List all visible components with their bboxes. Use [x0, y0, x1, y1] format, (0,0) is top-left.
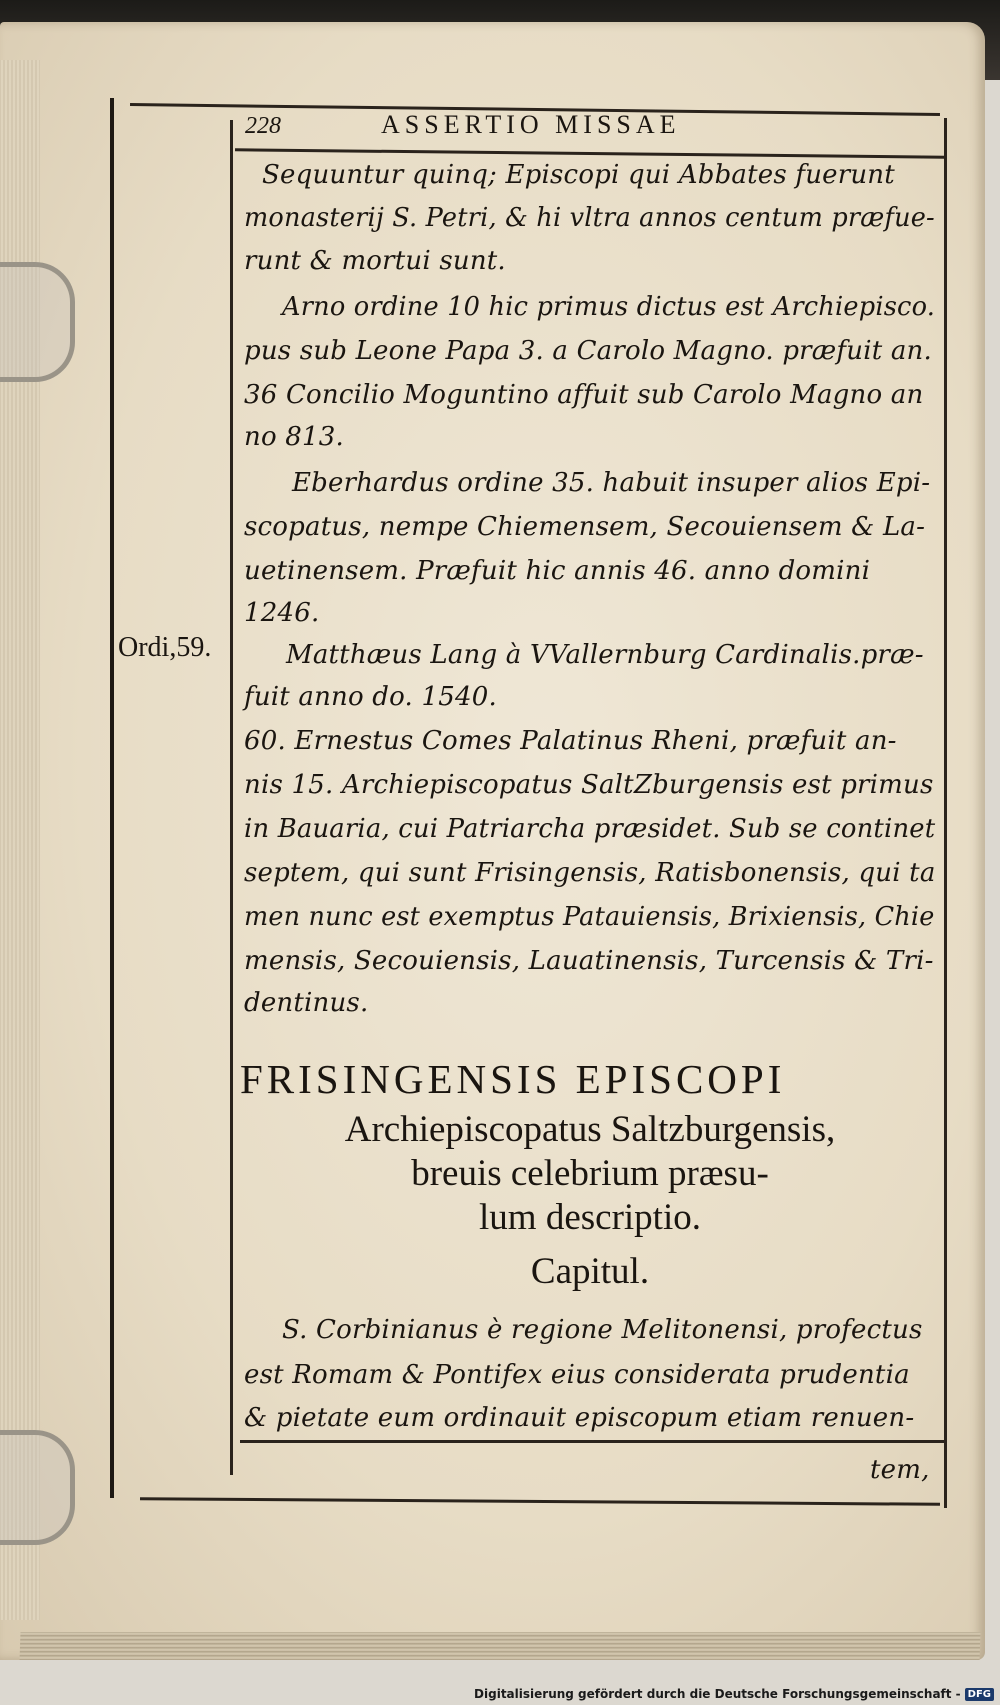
text-line: mensis, Secouiensis, Lauatinensis, Turcensis & Tri-	[244, 946, 934, 976]
credit-text: Digitalisierung gefördert durch die Deutsche Forschungsgemeinschaft -	[474, 1687, 961, 1701]
book-clasp-top	[0, 262, 75, 382]
frame-line-bottom-inner	[240, 1440, 945, 1443]
book-clasp-bottom	[0, 1430, 75, 1545]
text-line: & pietate eum ordinauit episcopum etiam renuen-	[244, 1403, 915, 1433]
frame-line-inner	[230, 120, 233, 1475]
text-line: scopatus, nempe Chiemensem, Secouiensem & La-	[244, 512, 926, 542]
text-line: septem, qui sunt Frisingensis, Ratisbonensis, qui ta	[244, 858, 936, 888]
section-subheading: breuis celebrium præsu-	[411, 1153, 769, 1194]
text-line: uetinensem. Præfuit hic annis 46. anno domini	[244, 556, 871, 586]
dfg-logo: DFG	[965, 1688, 994, 1701]
text-line: Arno ordine 10 hic primus dictus est Archiepisco.	[282, 292, 936, 322]
text-line: 1246.	[244, 598, 320, 628]
text-line: pus sub Leone Papa 3. a Carolo Magno. præfuit an.	[244, 336, 932, 366]
text-line: 36 Concilio Moguntino affuit sub Carolo Magno an	[244, 380, 924, 410]
running-header	[245, 110, 681, 140]
section-subheading: Archiepiscopatus Saltzburgensis,	[344, 1109, 836, 1150]
page-number: 228	[245, 113, 281, 139]
digitization-credit	[474, 1687, 994, 1701]
text-line: est Romam & Pontifex eius considerata prudentia	[244, 1360, 910, 1390]
section-subheading: lum descriptio.	[479, 1197, 701, 1238]
text-line: 60. Ernestus Comes Palatinus Rheni, præfuit an-	[244, 726, 897, 756]
frame-line-right	[944, 118, 947, 1508]
text-line: in Bauaria, cui Patriarcha præsidet. Sub se continet	[244, 814, 936, 844]
frame-line-left	[110, 98, 114, 1498]
chapter-heading: Capitul.	[530, 1251, 650, 1292]
margin-note: Ordi,59.	[118, 632, 212, 663]
text-line: no 813.	[244, 422, 344, 452]
text-line: dentinus.	[244, 988, 369, 1018]
text-line: S. Corbinianus è regione Melitonensi, profectus	[282, 1315, 923, 1345]
text-line: Sequuntur quinq; Episcopi qui Abbates fuerunt	[262, 160, 895, 190]
page-bottom-edge	[20, 1632, 981, 1660]
running-title: ASSERTIO MISSAE	[381, 110, 681, 139]
text-line: Matthæus Lang à VVallernburg Cardinalis.præ-	[286, 640, 924, 670]
text-line: runt & mortui sunt.	[244, 246, 506, 276]
text-line: Eberhardus ordine 35. habuit insuper alios Epi-	[292, 468, 931, 498]
text-line: men nunc est exemptus Patauiensis, Brixiensis, Chie	[244, 902, 935, 932]
text-line: fuit anno do. 1540.	[244, 682, 497, 712]
section-heading: FRISINGENSIS EPISCOPI	[240, 1056, 786, 1102]
text-line: monasterij S. Petri, & hi vltra annos centum præfue-	[244, 203, 935, 233]
catchword: tem,	[870, 1455, 930, 1485]
text-line: nis 15. Archiepiscopatus SaltZburgensis est primus	[244, 770, 934, 800]
